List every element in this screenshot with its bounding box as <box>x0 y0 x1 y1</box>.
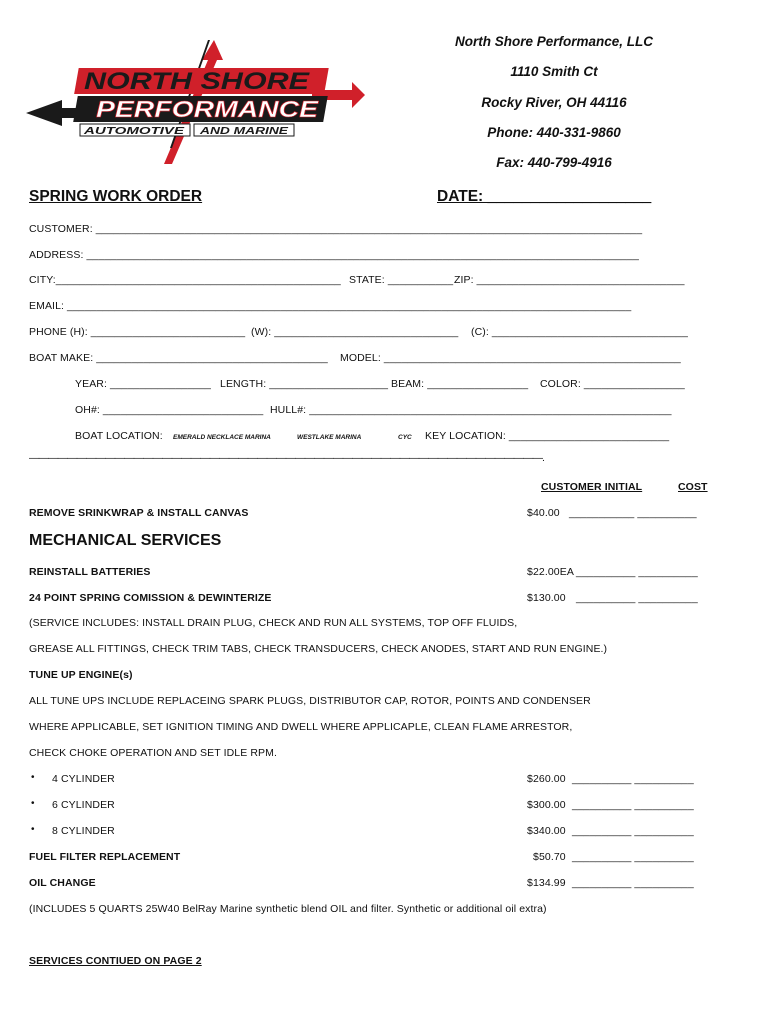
service-4cyl-label: 4 CYLINDER <box>52 773 115 785</box>
services-continued-note: SERVICES CONTIUED ON PAGE 2 <box>29 955 202 967</box>
service-8cyl-price: $340.00 <box>527 825 566 837</box>
company-phone: Phone: 440-331-9860 <box>487 125 621 140</box>
date-field[interactable]: DATE: ___________________ <box>437 188 652 205</box>
service-commission-blanks[interactable]: __________ __________ <box>576 592 698 604</box>
service-shrinkwrap-label: REMOVE SRINKWRAP & INSTALL CANVAS <box>29 507 249 519</box>
company-street: 1110 Smith Ct <box>510 64 598 79</box>
tuneup-note-1: ALL TUNE UPS INCLUDE REPLACEING SPARK PLUGS, DISTRIBUTOR CAP, ROTOR, POINTS AND CONDENSER <box>29 695 591 707</box>
state-field[interactable]: STATE: ___________ <box>349 274 454 286</box>
service-commission-label: 24 POINT SPRING COMISSION & DEWINTERIZE <box>29 592 272 604</box>
oil-change-note: (INCLUDES 5 QUARTS 25W40 BelRay Marine synthetic blend OIL and filter. Synthetic or additional oil extra) <box>29 903 547 915</box>
tuneup-heading: TUNE UP ENGINE(s) <box>29 669 133 681</box>
form-title: SPRING WORK ORDER <box>29 188 203 205</box>
beam-field[interactable]: BEAM: _________________ <box>391 378 529 390</box>
customer-initial-header: CUSTOMER INITIAL <box>541 481 643 493</box>
address-field[interactable]: ADDRESS: _____________________________________________________________________________________________ <box>29 249 639 261</box>
length-field[interactable]: LENGTH: ____________________ <box>220 378 389 390</box>
service-6cyl-blanks[interactable]: __________ __________ <box>572 799 694 811</box>
boat-location-label: BOAT LOCATION: <box>75 430 163 442</box>
logo-word2: PERFORMANCE <box>96 96 319 122</box>
cost-header: COST <box>678 481 708 493</box>
commission-note-2: GREASE ALL FITTINGS, CHECK TRIM TABS, CHECK TRANSDUCERS, CHECK ANODES, START AND RUN ENGINE.) <box>29 643 608 655</box>
service-shrinkwrap-blanks[interactable]: ___________ __________ <box>569 507 697 519</box>
mechanical-services-heading: MECHANICAL SERVICES <box>29 532 222 549</box>
commission-note-1: (SERVICE INCLUDES: INSTALL DRAIN PLUG, CHECK AND RUN ALL SYSTEMS, TOP OFF FLUIDS, <box>29 617 518 629</box>
service-oil-change-price: $134.99 <box>527 877 566 889</box>
service-batteries-price: $22.00EA <box>527 566 574 578</box>
service-batteries-label: REINSTALL BATTERIES <box>29 566 151 578</box>
color-field[interactable]: COLOR: _________________ <box>540 378 685 390</box>
service-8cyl-blanks[interactable]: __________ __________ <box>572 825 694 837</box>
service-oil-change-blanks[interactable]: __________ __________ <box>572 877 694 889</box>
logo-word1: NORTH SHORE <box>84 68 311 95</box>
location-option-cyc[interactable]: CYC <box>398 434 412 441</box>
service-commission-price: $130.00 <box>527 592 566 604</box>
logo-tag-left: AUTOMOTIVE <box>82 126 185 137</box>
service-fuel-filter-price: $50.70 <box>533 851 566 863</box>
service-4cyl-price: $260.00 <box>527 773 566 785</box>
logo-graphic <box>22 38 367 166</box>
phone-cell-field[interactable]: (C): _________________________________ <box>471 326 688 338</box>
oh-field[interactable]: OH#: ___________________________ <box>75 404 264 416</box>
hull-field[interactable]: HULL#: _____________________________________________________________ <box>270 404 672 416</box>
boat-make-field[interactable]: BOAT MAKE: _______________________________________ <box>29 352 328 364</box>
customer-field[interactable]: CUSTOMER: ____________________________________________________________________________________________ <box>29 223 643 235</box>
service-8cyl-label: 8 CYLINDER <box>52 825 115 837</box>
city-field[interactable]: CITY:________________________________________________ <box>29 274 341 286</box>
service-6cyl-label: 6 CYLINDER <box>52 799 115 811</box>
service-oil-change-label: OIL CHANGE <box>29 877 96 889</box>
location-option-emerald[interactable]: EMERALD NECKLACE MARINA <box>173 434 271 441</box>
logo-tag-right: AND MARINE <box>198 126 289 137</box>
service-batteries-blanks[interactable]: __________ __________ <box>576 566 698 578</box>
company-name: North Shore Performance, LLC <box>454 34 654 49</box>
service-6cyl-price: $300.00 <box>527 799 566 811</box>
phone-home-field[interactable]: PHONE (H): __________________________ <box>29 326 246 338</box>
service-fuel-filter-label: FUEL FILTER REPLACEMENT <box>29 851 181 863</box>
bullet-icon: • <box>31 798 35 809</box>
service-4cyl-blanks[interactable]: __________ __________ <box>572 773 694 785</box>
phone-work-field[interactable]: (W): _______________________________ <box>251 326 459 338</box>
company-info <box>444 34 664 174</box>
year-field[interactable]: YEAR: _________________ <box>75 378 212 390</box>
tuneup-note-2: WHERE APPLICABLE, SET IGNITION TIMING AND DWELL WHERE APPLICAPLE, CLEAN FLAME ARRESTOR, <box>29 721 573 733</box>
company-city: Rocky River, OH 44116 <box>481 95 627 110</box>
location-option-westlake[interactable]: WESTLAKE MARINA <box>297 434 362 441</box>
zip-field[interactable]: ZIP: ___________________________________ <box>454 274 685 286</box>
model-field[interactable]: MODEL: __________________________________________________ <box>340 352 681 364</box>
bullet-icon: • <box>31 772 35 783</box>
service-shrinkwrap-price: $40.00 <box>527 507 560 519</box>
separator-line: ——————————————————————————————————————————————————————. <box>29 452 544 464</box>
tuneup-note-3: CHECK CHOKE OPERATION AND SET IDLE RPM. <box>29 747 277 759</box>
bullet-icon: • <box>31 824 35 835</box>
key-location-field[interactable]: KEY LOCATION: ___________________________ <box>425 430 670 442</box>
email-field[interactable]: EMAIL: _______________________________________________________________________________________________ <box>29 300 632 312</box>
company-logo <box>22 38 367 166</box>
service-fuel-filter-blanks[interactable]: __________ __________ <box>572 851 694 863</box>
company-fax: Fax: 440-799-4916 <box>496 155 612 170</box>
